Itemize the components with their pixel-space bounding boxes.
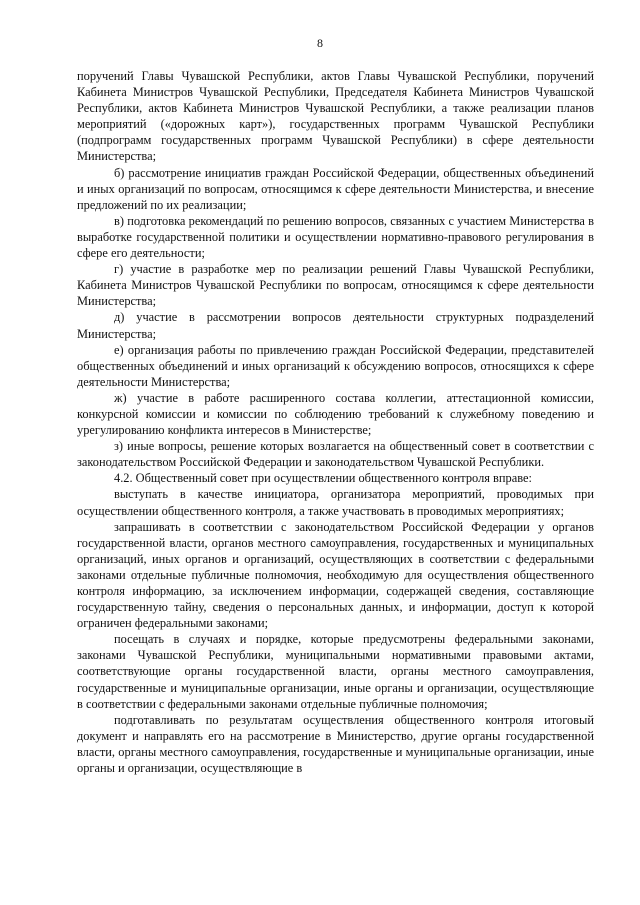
paragraph: д) участие в рассмотрении вопросов деятельности структурных подразделений Министерства; [77,310,594,341]
paragraph: ж) участие в работе расширенного состава коллегии, аттестационной комиссии, конкурсной комиссии и комиссии по соблюдению требований к служебному поведению и урегулированию конфликта интересов в Министерстве; [77,390,594,438]
document-body [77,68,594,776]
paragraph: посещать в случаях и порядке, которые предусмотрены федеральными законами, законами Чувашской Республики, муниципальными нормативными правовыми актами, соответствующие органы государственной власти, органы местного самоуправления, государственные и муниципальные организации, иные органы и организации, осуществляющие в соответствии с федеральными законами отдельные публичные полномочия; [77,632,594,711]
paragraph: г) участие в разработке мер по реализации решений Главы Чувашской Республики, Кабинета Министров Чувашской Республики по вопросам, относящимся к сфере деятельности Министерства; [77,262,594,309]
paragraph: поручений Главы Чувашской Республики, актов Главы Чувашской Республики, поручений Кабинета Министров Чувашской Республики, Председателя Кабинета Министров Чувашской Республики, актов Кабинета Министров Чувашской Республики, а также реализации планов мероприятий («дорожных карт»), государственных программ Чувашской Республики (подпрограмм государственных программ Чувашской Республики) в сфере деятельности Министерства; [77,69,594,164]
paragraph: 4.2. Общественный совет при осуществлении общественного контроля вправе: [114,471,532,486]
page-number: 8 [317,36,323,50]
paragraph: в) подготовка рекомендаций по решению вопросов, связанных с участием Министерства в выработке государственной политики и осуществлении нормативно-правового регулирования в сфере его деятельности; [77,213,594,261]
paragraph: б) рассмотрение инициатив граждан Российской Федерации, общественных объединений и иных организаций по вопросам, относящимся к сфере деятельности Министерства, и внесение предложений по их реализации; [77,165,594,212]
paragraph: з) иные вопросы, решение которых возлагается на общественный совет в соответствии с законодательством Российской Федерации и законодательством Чувашской Республики. [77,439,594,470]
paragraph: е) организация работы по привлечению граждан Российской Федерации, представителей общественных объединений и иных организаций к обсуждению вопросов, относящихся к сфере деятельности Министерства; [77,342,594,389]
paragraph: выступать в качестве инициатора, организатора мероприятий, проводимых при осуществлении общественного контроля, а также участвовать в проводимых мероприятиях; [77,487,594,518]
paragraph: запрашивать в соответствии с законодательством Российской Федерации у органов государственной власти, органов местного самоуправления, государственных и муниципальных организаций, иных органов и организаций, осуществляющих в соответствии с федеральными законами отдельные публичные полномочия, необходимую для осуществления общественного контроля информацию, за исключением информации, содержащей сведения, составляющие государственную тайну, сведения о персональных данных, и информации, доступ к которой ограничен федеральными законами; [77,519,594,631]
paragraph: подготавливать по результатам осуществления общественного контроля итоговый документ и направлять его на рассмотрение в Министерство, другие органы государственной власти, органы местного самоуправления, государственные и муниципальные организации, иные органы и организации, осуществляющие в [77,712,594,776]
